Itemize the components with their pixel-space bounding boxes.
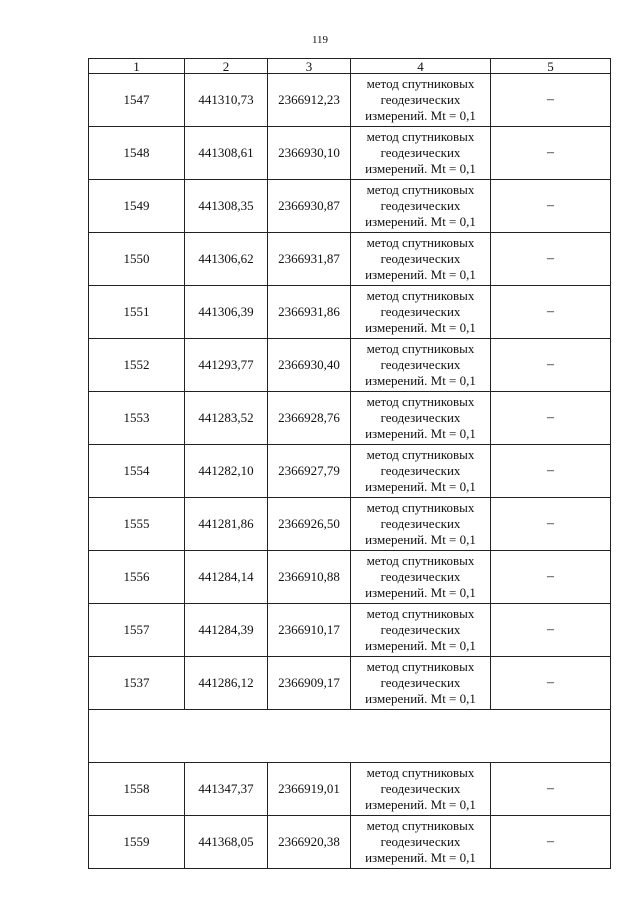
y-coordinate-cell: 2366931,87	[268, 233, 351, 286]
point-number-cell: 1556	[89, 551, 185, 604]
point-number-cell: 1553	[89, 392, 185, 445]
x-coordinate-cell: 441284,14	[185, 551, 268, 604]
method-cell	[351, 604, 491, 657]
x-coordinate-cell: 441286,12	[185, 657, 268, 710]
method-line: геодезических	[380, 304, 461, 319]
note-cell: –	[491, 286, 611, 339]
x-coordinate-cell: 441368,05	[185, 816, 268, 869]
table-row	[89, 551, 611, 604]
x-coordinate-cell: 441308,61	[185, 127, 268, 180]
method-line: измерений. Mt = 0,1	[365, 108, 476, 123]
y-coordinate-cell: 2366930,40	[268, 339, 351, 392]
method-line: геодезических	[380, 92, 461, 107]
table-row	[89, 816, 611, 869]
x-coordinate-cell: 441281,86	[185, 498, 268, 551]
method-cell	[351, 180, 491, 233]
method-cell	[351, 286, 491, 339]
method-line: геодезических	[380, 251, 461, 266]
point-number-cell: 1554	[89, 445, 185, 498]
method-cell	[351, 127, 491, 180]
point-number-cell: 1550	[89, 233, 185, 286]
method-line: измерений. Mt = 0,1	[365, 161, 476, 176]
method-line: измерений. Mt = 0,1	[365, 267, 476, 282]
y-coordinate-cell: 2366910,88	[268, 551, 351, 604]
x-coordinate-cell: 441284,39	[185, 604, 268, 657]
x-coordinate-cell: 441293,77	[185, 339, 268, 392]
x-coordinate-cell: 441282,10	[185, 445, 268, 498]
header-cell-4: 4	[351, 59, 491, 74]
method-line: метод спутниковых	[366, 447, 475, 462]
header-cell-5: 5	[491, 59, 611, 74]
method-line: геодезических	[380, 410, 461, 425]
note-cell: –	[491, 180, 611, 233]
method-line: метод спутниковых	[366, 765, 475, 780]
method-line: измерений. Mt = 0,1	[365, 691, 476, 706]
x-coordinate-cell: 441306,39	[185, 286, 268, 339]
method-line: геодезических	[380, 622, 461, 637]
header-cell-2: 2	[185, 59, 268, 74]
group-separator-cell	[89, 710, 611, 763]
method-line: измерений. Mt = 0,1	[365, 638, 476, 653]
method-line: измерений. Mt = 0,1	[365, 850, 476, 865]
note-cell: –	[491, 74, 611, 127]
point-number-cell: 1559	[89, 816, 185, 869]
method-cell	[351, 339, 491, 392]
method-cell	[351, 763, 491, 816]
table-row	[89, 657, 611, 710]
method-cell	[351, 657, 491, 710]
method-line: геодезических	[380, 145, 461, 160]
table-row	[89, 445, 611, 498]
y-coordinate-cell: 2366930,10	[268, 127, 351, 180]
y-coordinate-cell: 2366927,79	[268, 445, 351, 498]
method-line: метод спутниковых	[366, 394, 475, 409]
y-coordinate-cell: 2366919,01	[268, 763, 351, 816]
method-cell	[351, 498, 491, 551]
method-line: измерений. Mt = 0,1	[365, 426, 476, 441]
y-coordinate-cell: 2366931,86	[268, 286, 351, 339]
table-row	[89, 286, 611, 339]
method-line: измерений. Mt = 0,1	[365, 797, 476, 812]
method-line: измерений. Mt = 0,1	[365, 320, 476, 335]
method-line: метод спутниковых	[366, 818, 475, 833]
y-coordinate-cell: 2366910,17	[268, 604, 351, 657]
note-cell: –	[491, 551, 611, 604]
table-row	[89, 233, 611, 286]
method-line: геодезических	[380, 781, 461, 796]
note-cell: –	[491, 816, 611, 869]
table-row	[89, 127, 611, 180]
note-cell: –	[491, 233, 611, 286]
method-line: геодезических	[380, 463, 461, 478]
method-line: метод спутниковых	[366, 341, 475, 356]
note-cell: –	[491, 498, 611, 551]
point-number-cell: 1558	[89, 763, 185, 816]
method-line: измерений. Mt = 0,1	[365, 585, 476, 600]
point-number-cell: 1549	[89, 180, 185, 233]
method-line: метод спутниковых	[366, 659, 475, 674]
x-coordinate-cell: 441308,35	[185, 180, 268, 233]
method-cell	[351, 816, 491, 869]
method-line: геодезических	[380, 516, 461, 531]
note-cell: –	[491, 127, 611, 180]
method-cell	[351, 233, 491, 286]
point-number-cell: 1552	[89, 339, 185, 392]
y-coordinate-cell: 2366920,38	[268, 816, 351, 869]
method-line: геодезических	[380, 834, 461, 849]
method-cell	[351, 392, 491, 445]
method-line: геодезических	[380, 198, 461, 213]
x-coordinate-cell: 441347,37	[185, 763, 268, 816]
y-coordinate-cell: 2366909,17	[268, 657, 351, 710]
x-coordinate-cell: 441310,73	[185, 74, 268, 127]
method-line: геодезических	[380, 675, 461, 690]
method-line: геодезических	[380, 357, 461, 372]
coordinates-table	[88, 58, 611, 869]
table-row	[89, 74, 611, 127]
page-number: 119	[311, 34, 329, 46]
note-cell: –	[491, 445, 611, 498]
table-row	[89, 498, 611, 551]
x-coordinate-cell: 441283,52	[185, 392, 268, 445]
note-cell: –	[491, 657, 611, 710]
method-line: метод спутниковых	[366, 553, 475, 568]
point-number-cell: 1537	[89, 657, 185, 710]
method-cell	[351, 551, 491, 604]
table-row	[89, 180, 611, 233]
header-cell-3: 3	[268, 59, 351, 74]
method-line: геодезических	[380, 569, 461, 584]
method-cell	[351, 445, 491, 498]
y-coordinate-cell: 2366928,76	[268, 392, 351, 445]
method-line: измерений. Mt = 0,1	[365, 373, 476, 388]
y-coordinate-cell: 2366926,50	[268, 498, 351, 551]
table-row	[89, 339, 611, 392]
header-row	[89, 59, 611, 74]
method-line: метод спутниковых	[366, 500, 475, 515]
table-body	[89, 74, 611, 869]
point-number-cell: 1551	[89, 286, 185, 339]
note-cell: –	[491, 339, 611, 392]
header-cell-1: 1	[89, 59, 185, 74]
method-line: измерений. Mt = 0,1	[365, 214, 476, 229]
table-row	[89, 763, 611, 816]
note-cell: –	[491, 392, 611, 445]
point-number-cell: 1548	[89, 127, 185, 180]
method-line: метод спутниковых	[366, 606, 475, 621]
method-line: метод спутниковых	[366, 129, 475, 144]
method-line: метод спутниковых	[366, 182, 475, 197]
method-line: метод спутниковых	[366, 288, 475, 303]
method-line: измерений. Mt = 0,1	[365, 479, 476, 494]
y-coordinate-cell: 2366930,87	[268, 180, 351, 233]
method-cell	[351, 74, 491, 127]
note-cell: –	[491, 763, 611, 816]
point-number-cell: 1555	[89, 498, 185, 551]
x-coordinate-cell: 441306,62	[185, 233, 268, 286]
table-row	[89, 604, 611, 657]
point-number-cell: 1557	[89, 604, 185, 657]
note-cell: –	[491, 604, 611, 657]
method-line: измерений. Mt = 0,1	[365, 532, 476, 547]
method-line: метод спутниковых	[366, 76, 475, 91]
y-coordinate-cell: 2366912,23	[268, 74, 351, 127]
method-line: метод спутниковых	[366, 235, 475, 250]
point-number-cell: 1547	[89, 74, 185, 127]
group-separator-row	[89, 710, 611, 763]
table-row	[89, 392, 611, 445]
